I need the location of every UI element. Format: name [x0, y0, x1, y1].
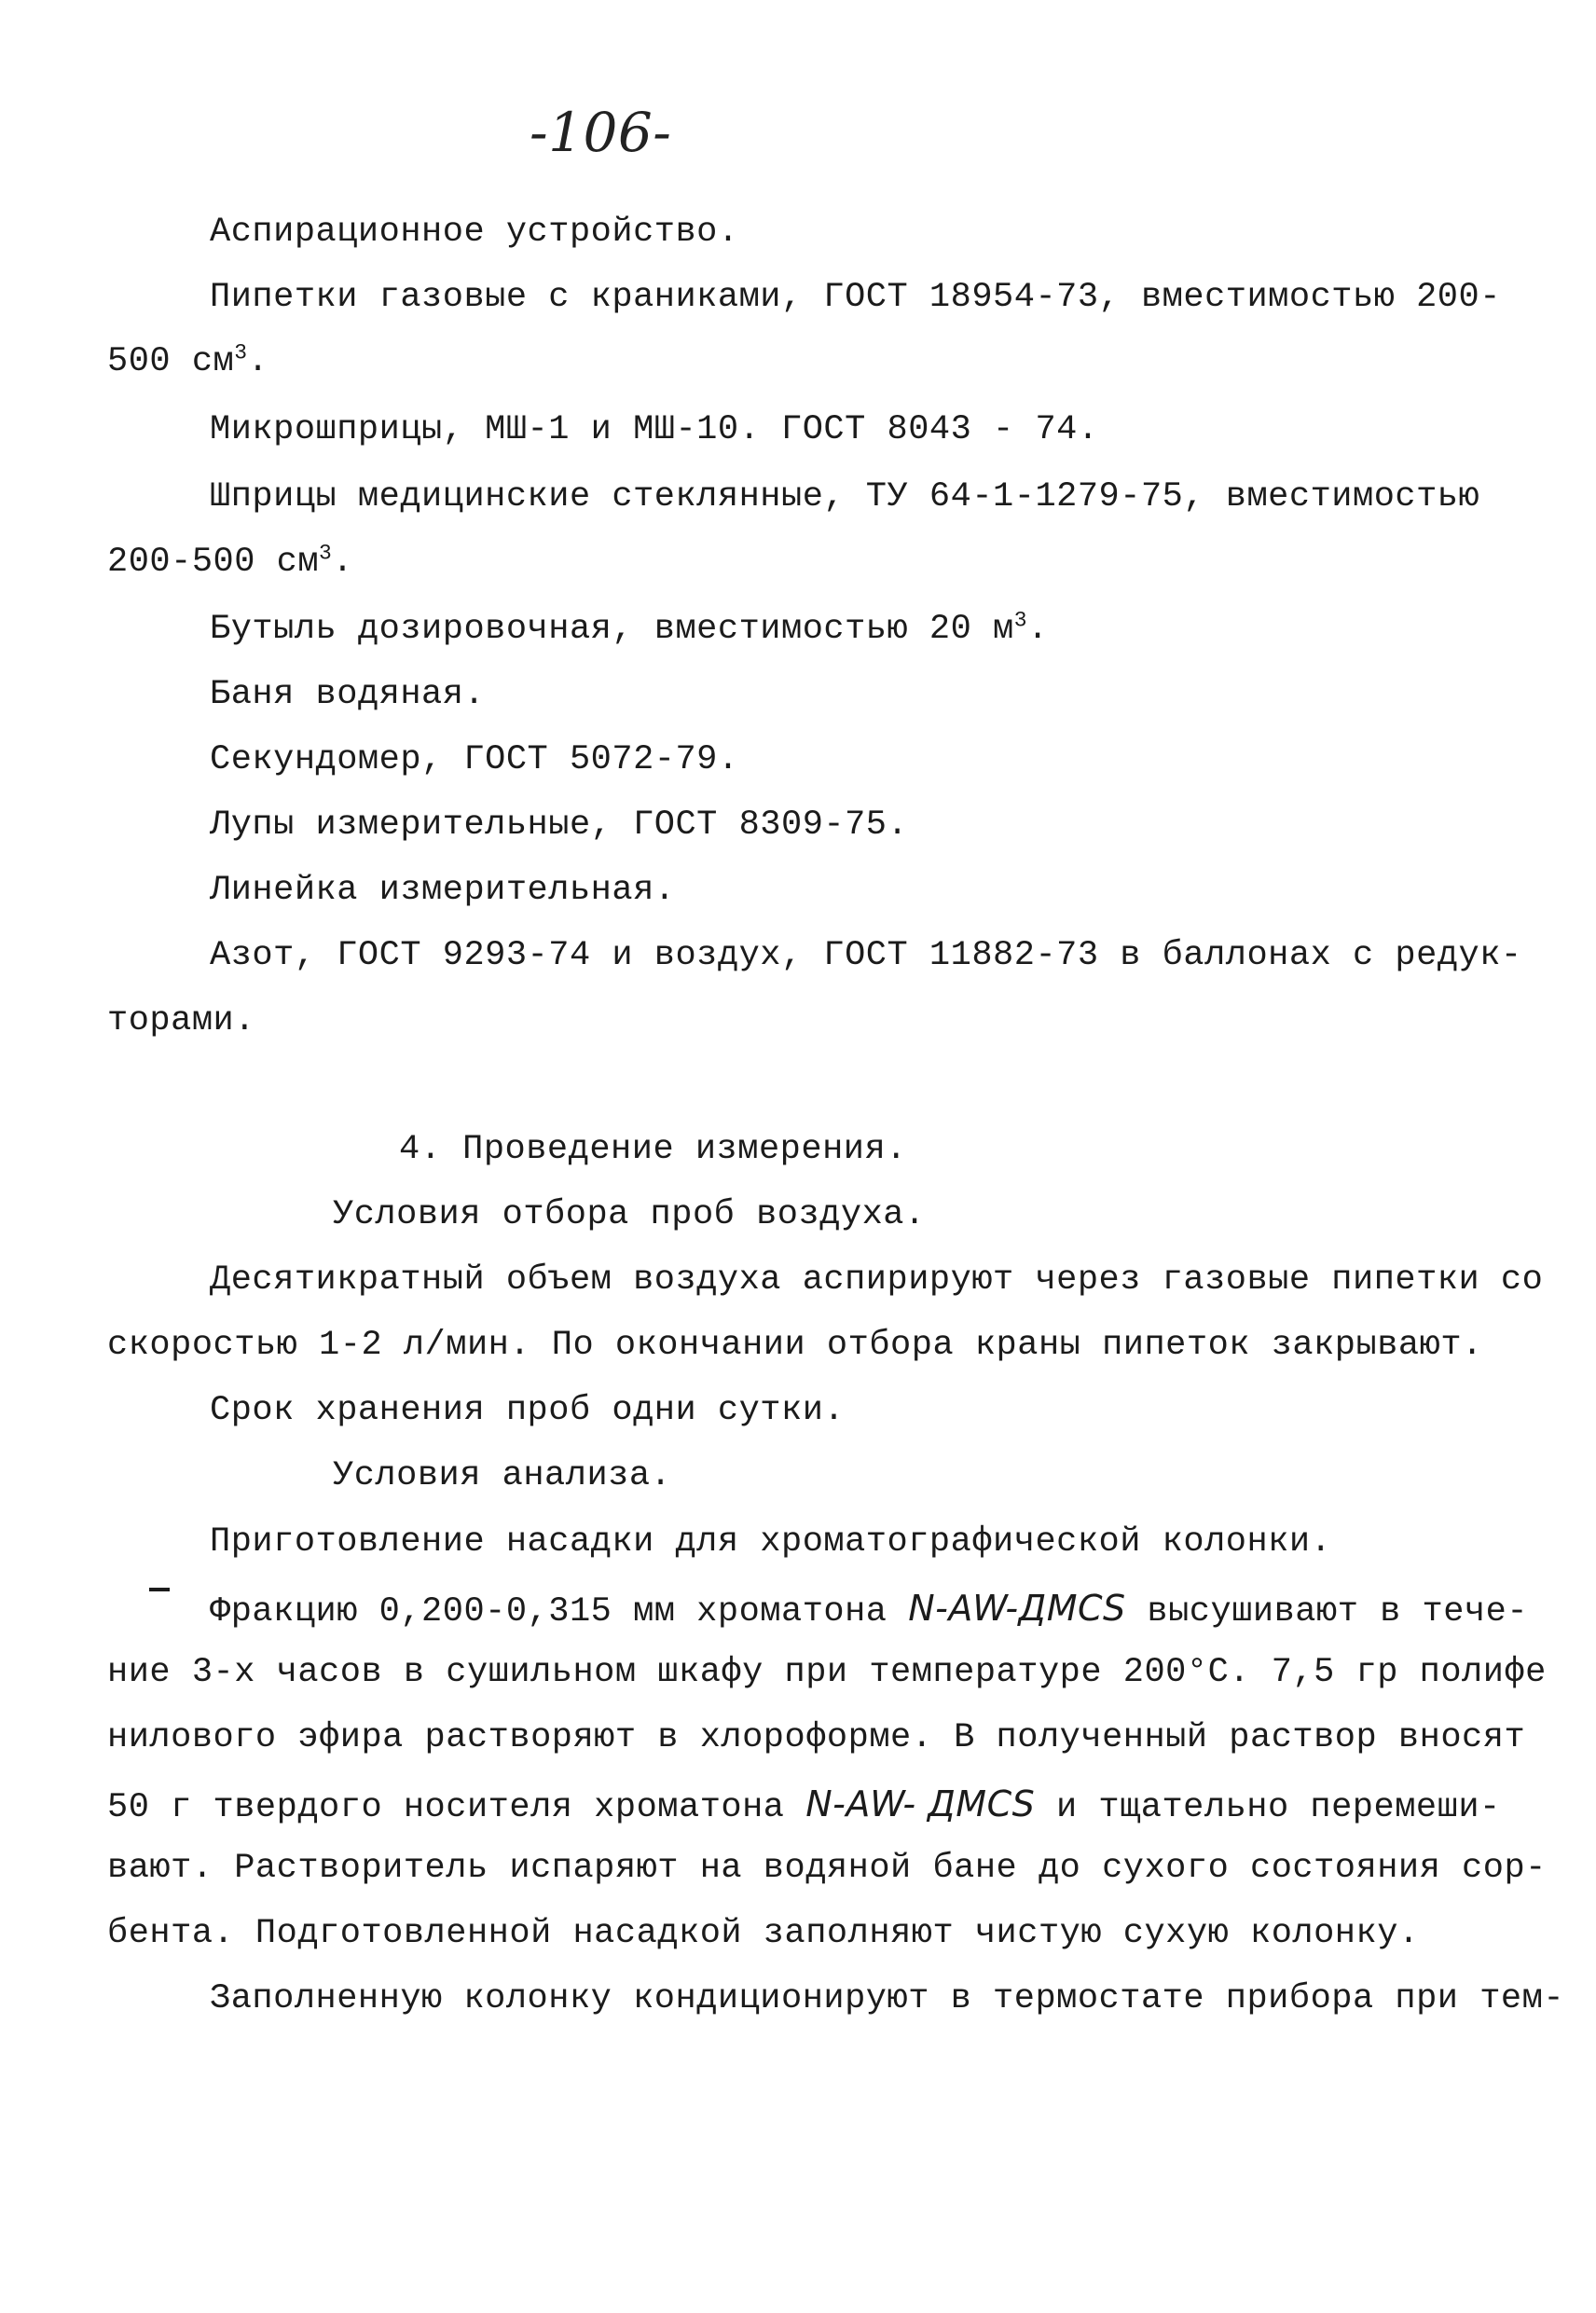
- equipment-stopwatch: Секундомер, ГОСТ 5072-79.: [210, 740, 739, 779]
- conditioning-line-1: Заполненную колонку кондиционируют в термостате прибора при тем-: [210, 1979, 1565, 2018]
- fraction-line-4: 50 г твердого носителя хроматона N-AW- ДМСS и тщательно перемеши-: [107, 1783, 1501, 1827]
- equipment-pipettes-line-2: 500 $см^3$.: [107, 340, 269, 381]
- equipment-aspirator: Аспирационное устройство.: [210, 213, 739, 252]
- sampling-line-1: Десятикратный объем воздуха аспирируют через газовые пипетки со: [210, 1260, 1544, 1300]
- page-number: -106-: [530, 101, 672, 164]
- packing-heading: Приготовление насадки для хроматографической колонки.: [210, 1522, 1332, 1562]
- equipment-gases-line-1: Азот, ГОСТ 9293-74 и воздух, ГОСТ 11882-73 в баллонах с редук-: [210, 936, 1522, 975]
- fraction-line-2: ние 3-х часов в сушильном шкафу при температуре 200°С. 7,5 гр полифе: [107, 1653, 1547, 1692]
- sampling-line-2: скоростью 1-2 л/мин. По окончании отбора краны пипеток закрывают.: [107, 1326, 1483, 1365]
- chromaton-brand: N-AW- ДМСS: [805, 1783, 1036, 1824]
- equipment-syringes-line-1: Шприцы медицинские стеклянные, ТУ 64-1-1279-75, вместимостью: [210, 477, 1480, 516]
- equipment-gases-line-2: торами.: [107, 1001, 255, 1040]
- analysis-heading: Условия анализа.: [333, 1456, 672, 1495]
- fraction-line-1: Фракцию 0,200-0,315 мм хроматона N-AW-ДМСS высушивают в тече-: [210, 1588, 1529, 1631]
- equipment-syringes-line-2: 200-500 $см^3$.: [107, 541, 354, 582]
- sampling-heading: Условия отбора проб воздуха.: [333, 1195, 926, 1234]
- equipment-bottle: Бутыль дозировочная, вместимостью 20 $м^3$.: [210, 608, 1049, 649]
- equipment-magnifiers: Лупы измерительные, ГОСТ 8309-75.: [210, 805, 909, 845]
- fraction-line-3: нилового эфира растворяют в хлороформе. В полученный раствор вносят: [107, 1718, 1526, 1757]
- section-heading: 4. Проведение измерения.: [399, 1130, 907, 1169]
- chromaton-brand: N-AW-ДМСS: [908, 1588, 1126, 1629]
- equipment-water-bath: Баня водяная.: [210, 675, 486, 714]
- equipment-ruler: Линейка измерительная.: [210, 871, 676, 910]
- equipment-microsyringes: Микрошприцы, МШ-1 и МШ-10. ГОСТ 8043 - 74.: [210, 410, 1099, 449]
- fraction-line-6: бента. Подготовленной насадкой заполняют чистую сухую колонку.: [107, 1914, 1420, 1953]
- storage-line: Срок хранения проб одни сутки.: [210, 1391, 846, 1430]
- margin-dash-mark: [149, 1588, 170, 1591]
- fraction-line-5: вают. Растворитель испаряют на водяной бане до сухого состояния сор-: [107, 1849, 1547, 1888]
- equipment-pipettes-line-1: Пипетки газовые с краниками, ГОСТ 18954-73, вместимостью 200-: [210, 278, 1501, 317]
